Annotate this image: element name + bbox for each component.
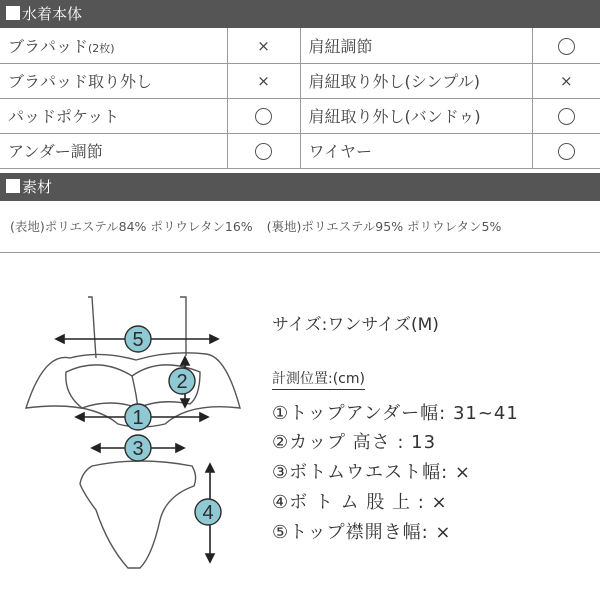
section-title-material: 素材 [22, 178, 53, 196]
section-title-main: 水着本体 [22, 5, 83, 23]
bottom-outline [80, 461, 196, 568]
feature-mark [227, 98, 300, 133]
feature-row [0, 98, 600, 133]
right-strap [180, 297, 186, 356]
left-strap [88, 297, 96, 358]
measurement-row-1: ①トップアンダー幅: 31~41 [272, 403, 519, 424]
feature-label-text: ワイヤー [308, 142, 373, 161]
square-icon [6, 6, 20, 20]
feature-label [300, 63, 532, 98]
feature-label [300, 133, 532, 168]
measurement-row-5: ⑤トップ襟開き幅: × [272, 522, 452, 543]
circle-mark-icon [558, 108, 575, 125]
measurement-row-2: ②カップ 高さ : 13 [272, 432, 437, 453]
marker-5-label: 5 [132, 329, 144, 351]
feature-table [0, 28, 600, 169]
feature-mark [227, 28, 300, 63]
marker-2-label: 2 [176, 371, 188, 393]
feature-label [0, 133, 227, 168]
feature-note: (2枚) [88, 41, 115, 55]
feature-label-text: 肩紐調節 [308, 36, 373, 56]
feature-row [0, 63, 600, 98]
feature-label-text: 肩紐取り外し(バンドゥ) [308, 107, 481, 126]
circle-mark-icon [558, 38, 575, 55]
cross-mark-icon: × [559, 72, 573, 90]
feature-mark [532, 98, 600, 133]
feature-label-text: アンダー調節 [8, 142, 103, 161]
material-back: (裏地)ポリエステル95% ポリウレタン5% [266, 219, 502, 234]
material-front: (表地)ポリエステル84% ポリウレタン16% [10, 219, 253, 234]
feature-label [0, 28, 227, 63]
feature-mark [227, 133, 300, 168]
feature-row [0, 28, 600, 63]
marker-3-label: 3 [132, 438, 144, 460]
feature-label [300, 28, 532, 63]
materials-text [0, 201, 600, 253]
measurement-diagram [0, 280, 260, 580]
center-gather [132, 376, 138, 408]
section-header-main [0, 0, 600, 28]
feature-mark [532, 133, 600, 168]
marker-4-label: 4 [202, 502, 214, 524]
feature-mark [227, 63, 300, 98]
feature-label-text: 肩紐取り外し(シンプル) [308, 72, 480, 91]
feature-label-text: ブラパッド取り外し [8, 72, 153, 91]
bikini-bottom-drawing [80, 461, 196, 568]
size-text: サイズ:ワンサイズ(M) [272, 315, 439, 335]
circle-mark-icon [255, 143, 272, 160]
measure-markers [125, 326, 221, 525]
feature-row [0, 133, 600, 168]
measurement-row-4: ④ボ ト ム 股 上 : × [272, 492, 448, 513]
marker-1-label: 1 [132, 407, 144, 429]
circle-mark-icon [558, 143, 575, 160]
measurement-row-3: ③ボトムウエスト幅: × [272, 462, 472, 483]
section-header-material [0, 173, 600, 201]
cross-mark-icon: × [257, 72, 270, 90]
feature-label [300, 98, 532, 133]
feature-label [0, 98, 227, 133]
feature-mark [532, 28, 600, 63]
measure-title: 計測位置:(cm) [272, 368, 365, 390]
circle-mark-icon [255, 108, 272, 125]
square-icon [6, 179, 20, 193]
feature-label-text: ブラパッド [8, 36, 89, 56]
feature-label-text: パッドポケット [8, 107, 120, 126]
cross-mark-icon: × [257, 36, 270, 55]
feature-mark [532, 63, 600, 98]
feature-label [0, 63, 227, 98]
